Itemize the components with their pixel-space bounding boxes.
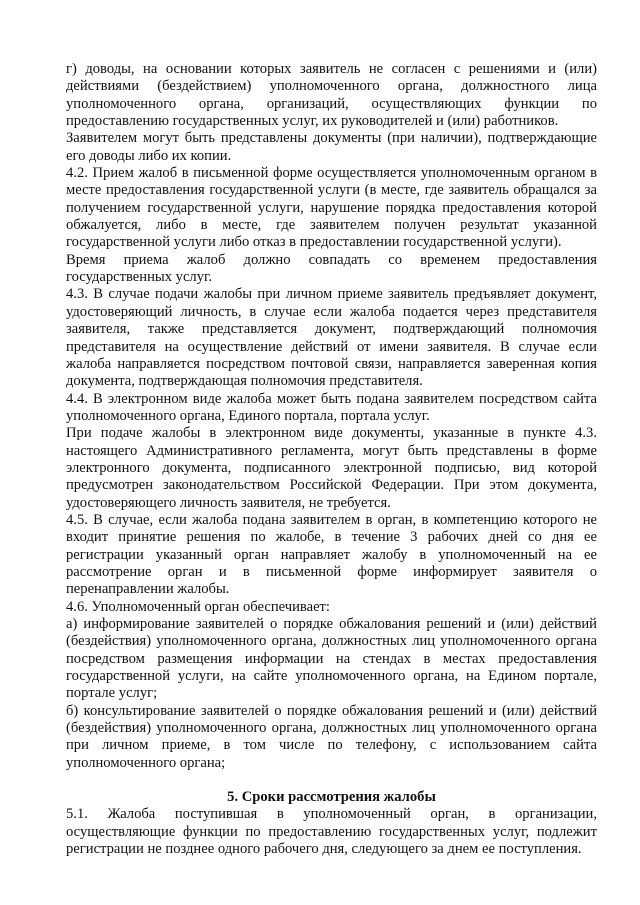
document-page — [66, 61, 597, 858]
paragraph-4-2: 4.2. Прием жалоб в письменной форме осуществляется уполномоченным органом в месте предоставления государственной услуги (в месте, где заявитель обращался за получением государственной услуги, нарушение порядка предоставления которой обжалуется, либо в месте, где заявителем получен результат указанной государственной услуги либо отказ в предоставлении государственной услуги). — [66, 165, 597, 251]
paragraph-4-3: 4.3. В случае подачи жалобы при личном приеме заявитель предъявляет документ, удостоверяющий личность, в случае если жалоба подается через представителя заявителя, также представляется документ, подтверждающий полномочия представителя на осуществление действий от имени заявителя. В случае если жалоба направляется посредством почтовой связи, направляется заверенная копия документа, подтверждающая полномочия представителя. — [66, 286, 597, 390]
paragraph-supporting-documents: Заявителем могут быть представлены документы (при наличии), подтверждающие его доводы либо их копии. — [66, 130, 597, 164]
paragraph-4-4: 4.4. В электронном виде жалоба может быть подана заявителем посредством сайта уполномоченного органа, Единого портала, портала услуг. — [66, 390, 597, 424]
paragraph-complaint-arguments: г) доводы, на основании которых заявитель не согласен с решениями и (или) действиями (бездействием) уполномоченного органа, должностного лица уполномоченного органа, организаций, осуществляющих функции по предоставлению государственных услуг, их руководителей и (или) работников. — [66, 61, 597, 130]
paragraph-4-6: 4.6. Уполномоченный орган обеспечивает: — [66, 598, 330, 615]
paragraph-4-6-a: а) информирование заявителей о порядке обжалования решений и (или) действий (бездействия) уполномоченного органа, должностных лиц уполномоченного органа посредством размещения информации на стендах в местах предоставления государственной услуги, на сайте уполномоченного органа, на Едином портале, портале услуг; — [66, 616, 597, 702]
section-heading: 5. Сроки рассмотрения жалобы — [227, 789, 436, 806]
paragraph-4-6-b: б) консультирование заявителей о порядке обжалования решений и (или) действий (бездействия) уполномоченного органа, должностных лиц уполномоченного органа при личном приеме, в том числе по телефону, с использованием сайта уполномоченного органа; — [66, 702, 597, 771]
paragraph-electronic-submission: При подаче жалобы в электронном виде документы, указанные в пункте 4.3. настоящего Административного регламента, могут быть представлены в форме электронного документа, подписанного электронной подписью, вид которой предусмотрен законодательством Российской Федерации. При этом документа, удостоверяющего личность заявителя, не требуется. — [66, 425, 597, 511]
paragraph-5-1: 5.1. Жалоба поступившая в уполномоченный орган, в организации, осуществляющие функции по предоставлению государственных услуг, подлежит регистрации не позднее одного рабочего дня, следующего за днем ее поступления. — [66, 806, 597, 858]
paragraph-reception-time: Время приема жалоб должно совпадать со временем предоставления государственных услуг. — [66, 251, 597, 286]
paragraph-4-5: 4.5. В случае, если жалоба подана заявителем в орган, в компетенцию которого не входит принятие решения по жалобе, в течение 3 рабочих дней со дня ее регистрации указанный орган направляет жалобу в уполномоченный на ее рассмотрение орган и в письменной форме информирует заявителя о перенаправлении жалобы. — [66, 511, 597, 598]
